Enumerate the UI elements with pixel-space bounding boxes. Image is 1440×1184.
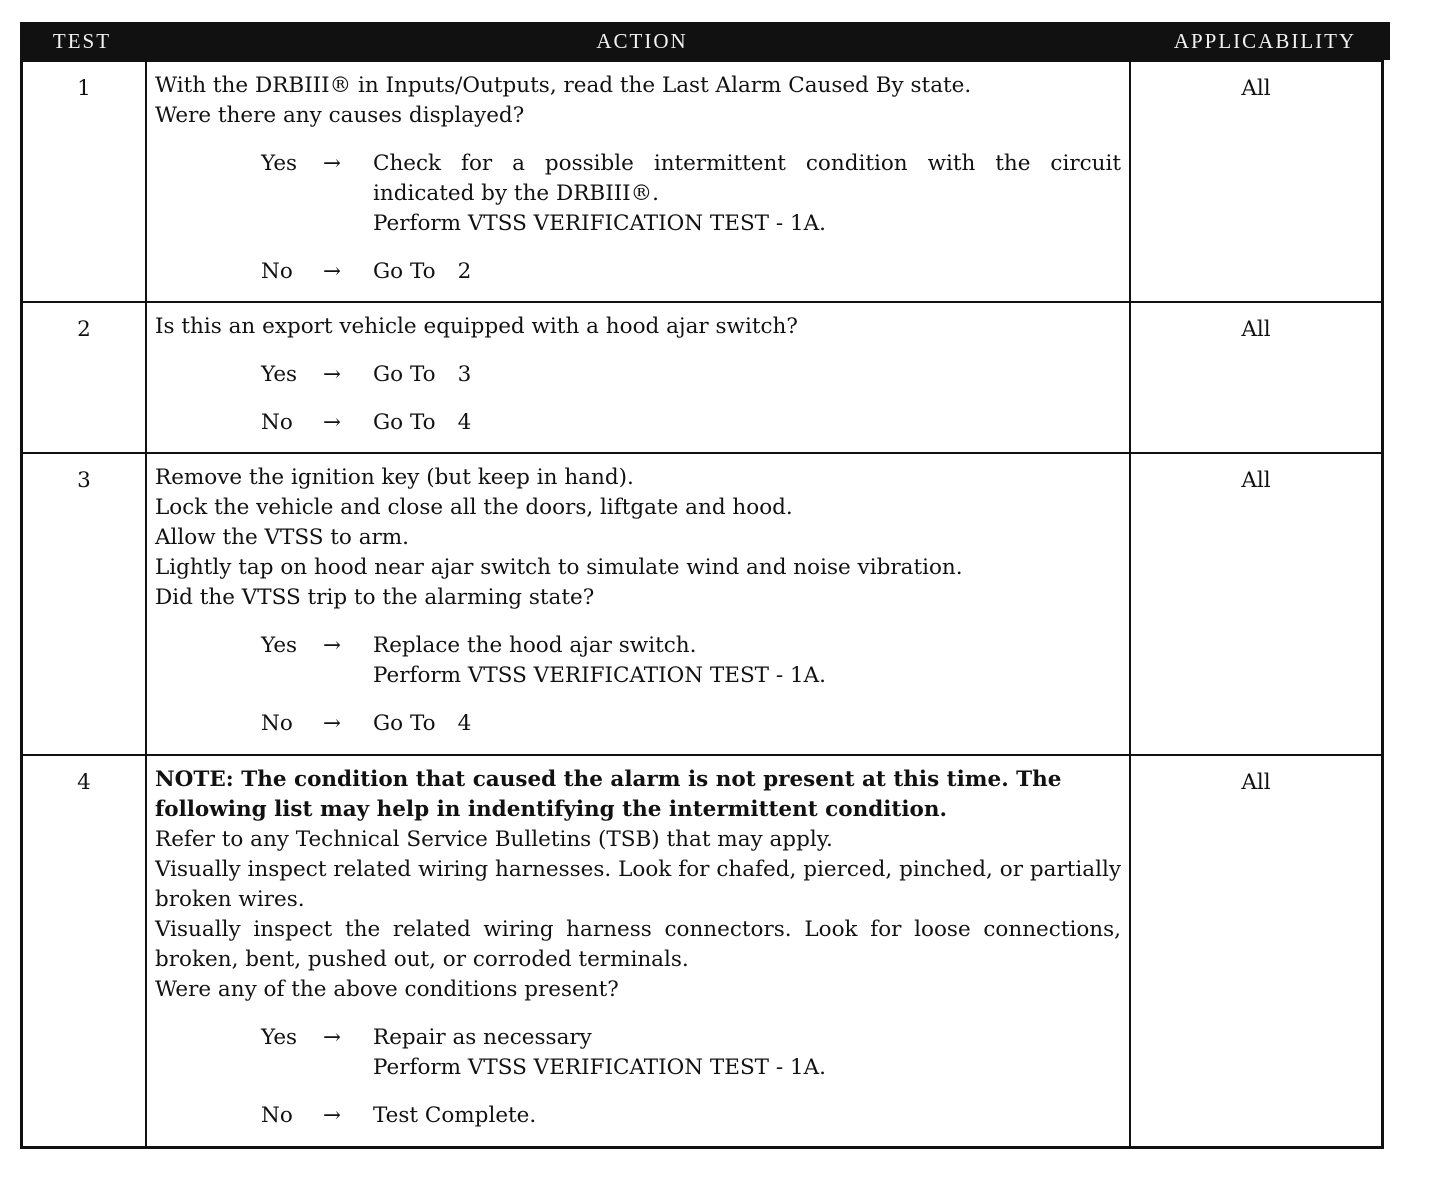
yes-branch (261, 149, 1121, 239)
action-line: Remove the ignition key (but keep in hand). (155, 465, 634, 490)
yes-branch (261, 1023, 1121, 1083)
arrow-icon: → (323, 151, 342, 176)
no-branch (261, 257, 1121, 287)
applicability-value: All (1130, 302, 1383, 453)
test-number: 4 (22, 755, 147, 1147)
no-label: No (261, 711, 293, 736)
no-result (373, 257, 1121, 287)
result-line: Perform VTSS VERIFICATION TEST - 1A. (373, 1055, 826, 1080)
action-line: Visually inspect the related wiring harness connectors. Look for loose connections, broken, bent, pushed out, or corroded terminals. (155, 917, 1121, 972)
action-line: Were any of the above conditions present? (155, 977, 619, 1002)
action-line: Visually inspect related wiring harnesses. Look for chafed, pierced, pinched, or partially broken wires. (155, 857, 1121, 912)
header-action: ACTION (596, 28, 688, 53)
result-line: Perform VTSS VERIFICATION TEST - 1A. (373, 663, 826, 688)
yes-label: Yes (261, 1025, 298, 1050)
action-line: Allow the VTSS to arm. (155, 525, 410, 550)
result-line: Check for a possible intermittent condition with the circuit indicated by the DRBIII®. (373, 151, 1121, 206)
no-label: No (261, 259, 293, 284)
header-test: TEST (52, 28, 112, 53)
goto-number: 2 (457, 259, 472, 284)
applicability-value: All (1130, 453, 1383, 755)
arrow-icon: → (323, 410, 342, 435)
table-row (22, 453, 1383, 755)
result-line: Repair as necessary (373, 1025, 592, 1050)
test-number: 3 (22, 453, 147, 755)
yes-result (373, 631, 1121, 691)
arrow-icon: → (323, 362, 342, 387)
action-line: With the DRBIII® in Inputs/Outputs, read the Last Alarm Caused By state. (155, 73, 972, 98)
yes-branch (261, 631, 1121, 691)
goto-number: 3 (457, 362, 472, 387)
action-line: Were there any causes displayed? (155, 103, 525, 128)
goto-number: 4 (457, 410, 472, 435)
action-cell (146, 302, 1130, 453)
goto-text: Go To (373, 711, 436, 736)
no-result (373, 709, 1121, 739)
table-header (20, 22, 1390, 60)
applicability-value: All (1130, 61, 1383, 302)
no-branch (261, 1101, 1121, 1131)
goto-text: Go To (373, 259, 436, 284)
action-cell (146, 61, 1130, 302)
action-line: Did the VTSS trip to the alarming state? (155, 585, 595, 610)
applicability-value: All (1130, 755, 1383, 1147)
result-line: Perform VTSS VERIFICATION TEST - 1A. (373, 211, 826, 236)
header-applicability: APPLICABILITY (1173, 28, 1357, 53)
goto-number: 4 (457, 711, 472, 736)
yes-result (373, 149, 1121, 239)
no-label: No (261, 1103, 293, 1128)
table-row (22, 302, 1383, 453)
action-cell (146, 755, 1130, 1147)
yes-result (373, 360, 1121, 390)
yes-label: Yes (261, 633, 298, 658)
goto-text: Go To (373, 410, 436, 435)
table-row (22, 61, 1383, 302)
arrow-icon: → (323, 711, 342, 736)
arrow-icon: → (323, 1103, 342, 1128)
test-number: 2 (22, 302, 147, 453)
goto-text: Go To (373, 362, 436, 387)
action-cell (146, 453, 1130, 755)
yes-result (373, 1023, 1121, 1083)
yes-label: Yes (261, 362, 298, 387)
yes-label: Yes (261, 151, 298, 176)
action-line: Lock the vehicle and close all the doors, liftgate and hood. (155, 495, 793, 520)
arrow-icon: → (323, 633, 342, 658)
no-branch (261, 709, 1121, 739)
no-branch (261, 408, 1121, 438)
test-number: 1 (22, 61, 147, 302)
result-line: Test Complete. (373, 1103, 537, 1128)
steps-table (20, 60, 1384, 1149)
result-line: Replace the hood ajar switch. (373, 633, 697, 658)
arrow-icon: → (323, 1025, 342, 1050)
diagnostic-test-table (20, 22, 1390, 1149)
no-result (373, 408, 1121, 438)
action-line: Lightly tap on hood near ajar switch to simulate wind and noise vibration. (155, 555, 963, 580)
no-result (373, 1101, 1121, 1131)
table-row (22, 755, 1383, 1147)
note-text: NOTE: The condition that caused the alarm is not present at this time. The following list may help in indentifying the intermittent condition. (155, 767, 1062, 822)
yes-branch (261, 360, 1121, 390)
action-line: Is this an export vehicle equipped with a hood ajar switch? (155, 314, 798, 339)
arrow-icon: → (323, 259, 342, 284)
no-label: No (261, 410, 293, 435)
action-line: Refer to any Technical Service Bulletins (TSB) that may apply. (155, 827, 833, 852)
